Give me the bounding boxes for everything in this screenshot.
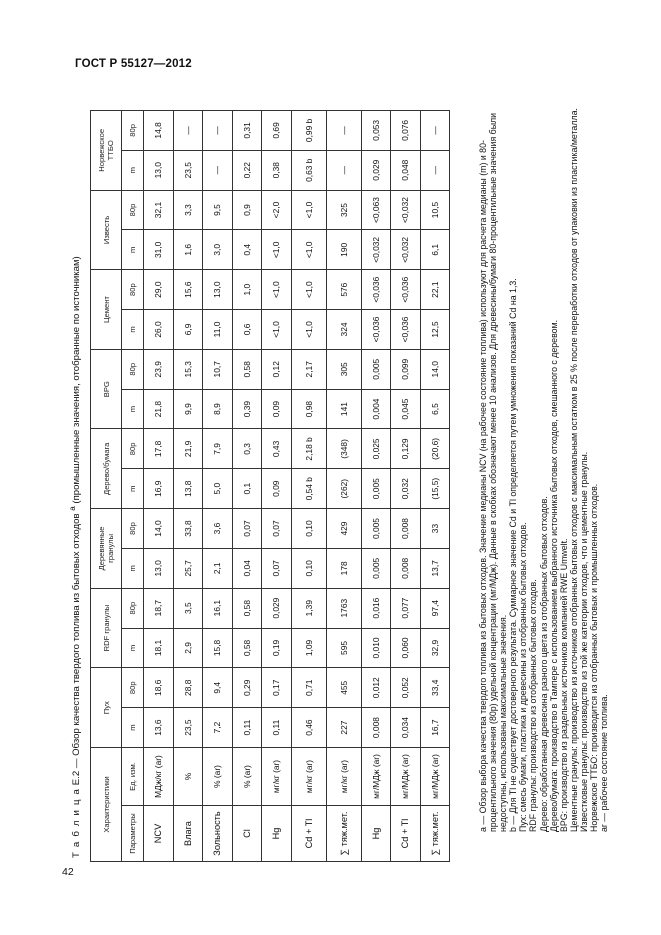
- table-cell: <2,0: [262, 190, 292, 230]
- table-cell: 1763: [326, 588, 361, 628]
- footnote: Цементные гранулы: производство из источников отобранных бытовых отходов с максимальным остатком в 25 % после переработки отходов от упаковки из пластика/металла.: [568, 108, 579, 832]
- table-cell: —: [173, 111, 203, 151]
- table-cell: 13,8: [173, 469, 203, 509]
- table-cell: 0,54 b: [291, 469, 326, 509]
- table-cell: 0,077: [391, 588, 421, 628]
- footnote: ar — рабочее состояние топлива.: [599, 694, 610, 832]
- table-cell: 0,12: [262, 349, 292, 389]
- table-cell: 0,99 b: [291, 111, 326, 151]
- table-cell: 32,9: [420, 628, 450, 668]
- row-unit: % (ar): [203, 748, 233, 806]
- row-parameter: Hg: [262, 806, 292, 862]
- table-cell: 0,010: [361, 628, 391, 668]
- table-cell: 0,07: [262, 548, 292, 588]
- table-cell: 0,58: [232, 349, 262, 389]
- table-cell: —: [203, 150, 233, 190]
- table-cell: <1,0: [262, 310, 292, 350]
- table-cell: 0,008: [391, 548, 421, 588]
- table-cell: 227: [326, 708, 361, 748]
- table-cell: 21,8: [144, 389, 174, 429]
- table-row: [203, 111, 233, 862]
- table-cell: 18,1: [144, 628, 174, 668]
- table-cell: 0,04: [232, 548, 262, 588]
- table-footnotes: [478, 104, 609, 856]
- header-80p: 80p: [122, 588, 144, 628]
- table-cell: 0,032: [391, 469, 421, 509]
- table-cell: 31,0: [144, 230, 174, 270]
- table-cell: 595: [326, 628, 361, 668]
- row-parameter: Hg: [361, 806, 391, 862]
- table-cell: 13,0: [144, 548, 174, 588]
- table-cell: 1,6: [173, 230, 203, 270]
- table-cell: 13,0: [203, 270, 233, 310]
- header-params: Параметры: [122, 806, 144, 862]
- table-cell: 15,6: [173, 270, 203, 310]
- rotated-table-block: [60, 88, 610, 878]
- header-80p: 80p: [122, 668, 144, 708]
- table-cell: 18,7: [144, 588, 174, 628]
- table-cell: 0,07: [262, 509, 292, 549]
- table-cell: 0,17: [262, 668, 292, 708]
- table-cell: 0,004: [361, 389, 391, 429]
- header-norway: Норвежское ТТБО: [91, 111, 122, 191]
- table-cell: 3,0: [203, 230, 233, 270]
- table-cell: 1,09: [291, 628, 326, 668]
- table-cell: 0,9: [232, 190, 262, 230]
- table-cell: 0,016: [361, 588, 391, 628]
- table-cell: 178: [326, 548, 361, 588]
- table-cell: 2,18 b: [291, 429, 326, 469]
- table-cell: 6,9: [173, 310, 203, 350]
- table-cell: 0,07: [232, 509, 262, 549]
- table-cell: 455: [326, 668, 361, 708]
- table-cell: 3,6: [203, 509, 233, 549]
- table-cell: <0,036: [361, 270, 391, 310]
- table-cell: <1,0: [291, 310, 326, 350]
- footnote: BPG: производство из раздельных источников компанией RWE Umwelt.: [558, 538, 569, 832]
- table-cell: 0,1: [232, 469, 262, 509]
- table-cell: 0,008: [361, 708, 391, 748]
- table-cell: <1,0: [291, 230, 326, 270]
- table-cell: <0,036: [361, 310, 391, 350]
- table-cell: (348): [326, 429, 361, 469]
- table-row: [232, 111, 262, 862]
- row-parameter: Зольность: [203, 806, 233, 862]
- table-cell: 14,8: [144, 111, 174, 151]
- table-cell: 9,9: [173, 389, 203, 429]
- table-cell: 0,4: [232, 230, 262, 270]
- footnote: RDF гранулы: производство из отобранных бытовых отходов.: [528, 579, 539, 832]
- table-cell: 0,3: [232, 429, 262, 469]
- table-cell: 0,005: [361, 548, 391, 588]
- table-cell: —: [203, 111, 233, 151]
- table-cell: <0,036: [391, 310, 421, 350]
- table-cell: 2,9: [173, 628, 203, 668]
- row-parameter: Cd + Tl: [391, 806, 421, 862]
- header-median: m: [122, 389, 144, 429]
- table-cell: 21,9: [173, 429, 203, 469]
- table-cell: <0,032: [361, 230, 391, 270]
- row-unit: мг/кг (ar): [326, 748, 361, 806]
- table-cell: 33: [420, 509, 450, 549]
- header-pukh: Пух: [91, 668, 122, 748]
- table-cell: —: [326, 111, 361, 151]
- table-cell: <1,0: [291, 190, 326, 230]
- table-cell: 26,0: [144, 310, 174, 350]
- table-cell: 18,6: [144, 668, 174, 708]
- header-median: m: [122, 548, 144, 588]
- row-parameter: Cl: [232, 806, 262, 862]
- table-cell: 0,6: [232, 310, 262, 350]
- header-median: m: [122, 230, 144, 270]
- footnote: Пух: смесь бумаги, пластика и древесины из отобранных бытовых отходов.: [518, 522, 529, 832]
- row-parameter: Cd + Tl: [291, 806, 326, 862]
- table-cell: 0,71: [291, 668, 326, 708]
- document-header: ГОСТ Р 55127—2012: [75, 58, 192, 70]
- caption-number: Е.2: [71, 770, 83, 786]
- table-cell: 22,1: [420, 270, 450, 310]
- row-unit: мг/кг (ar): [262, 748, 292, 806]
- table-cell: 0,46: [291, 708, 326, 748]
- header-80p: 80p: [122, 111, 144, 151]
- table-row: [391, 111, 421, 862]
- table-cell: 0,10: [291, 548, 326, 588]
- table-cell: 16,9: [144, 469, 174, 509]
- table-cell: <0,032: [391, 230, 421, 270]
- table-cell: 16,1: [203, 588, 233, 628]
- table-cell: 0,22: [232, 150, 262, 190]
- row-unit: % (ar): [232, 748, 262, 806]
- table-cell: 14,0: [420, 349, 450, 389]
- table-body: [144, 111, 450, 862]
- header-lime: Известь: [91, 190, 122, 270]
- table-cell: 13,6: [144, 708, 174, 748]
- table-cell: 0,43: [262, 429, 292, 469]
- table-cell: 0,69: [262, 111, 292, 151]
- table-cell: 0,060: [391, 628, 421, 668]
- table-row: [173, 111, 203, 862]
- table-cell: 0,005: [361, 509, 391, 549]
- table-row: [420, 111, 450, 862]
- table-cell: 23,5: [173, 150, 203, 190]
- table-cell: <0,032: [391, 190, 421, 230]
- table-cell: 0,012: [361, 668, 391, 708]
- header-80p: 80p: [122, 509, 144, 549]
- table-cell: 9,5: [203, 190, 233, 230]
- header-median: m: [122, 628, 144, 668]
- header-80p: 80p: [122, 270, 144, 310]
- table-cell: 0,129: [391, 429, 421, 469]
- table-cell: 305: [326, 349, 361, 389]
- table-cell: 7,2: [203, 708, 233, 748]
- header-cement: Цемент: [91, 270, 122, 350]
- footnote: Норвежское ТТБО: производится из отобранных бытовых и промышленных отходов.: [589, 483, 600, 832]
- table-cell: 8,9: [203, 389, 233, 429]
- table-cell: —: [420, 150, 450, 190]
- table-cell: 2,1: [203, 548, 233, 588]
- table-cell: 0,31: [232, 111, 262, 151]
- table-cell: 12,5: [420, 310, 450, 350]
- table-cell: —: [326, 150, 361, 190]
- table-cell: 0,029: [361, 150, 391, 190]
- table-cell: 1,0: [232, 270, 262, 310]
- row-parameter: ∑ тяж.мет.: [326, 806, 361, 862]
- footnote: Дерево: обработанная древесина разного цвета из отобранных бытовых отходов.: [538, 496, 549, 832]
- table-cell: 13,0: [144, 150, 174, 190]
- table-cell: 23,9: [144, 349, 174, 389]
- caption-text: Обзор качества твердого топлива из бытовых отходов: [71, 513, 83, 756]
- table-cell: 5,0: [203, 469, 233, 509]
- header-80p: 80p: [122, 190, 144, 230]
- table-cell: 0,09: [262, 469, 292, 509]
- row-unit: мг/МДж (ar): [420, 748, 450, 806]
- table-cell: <1,0: [262, 230, 292, 270]
- table-cell: 15,3: [173, 349, 203, 389]
- table-cell: 97,4: [420, 588, 450, 628]
- table-row: [361, 111, 391, 862]
- table-cell: 28,8: [173, 668, 203, 708]
- caption-suffix: (промышленные значения, отобранные по источникам): [71, 256, 83, 507]
- table-cell: 3,5: [173, 588, 203, 628]
- row-parameter: NCV: [144, 806, 174, 862]
- row-parameter: Влага: [173, 806, 203, 862]
- table-cell: 190: [326, 230, 361, 270]
- table-cell: 0,034: [391, 708, 421, 748]
- table-row: [144, 111, 174, 862]
- table-cell: 32,1: [144, 190, 174, 230]
- table-cell: 0,63 b: [291, 150, 326, 190]
- table-row: [262, 111, 292, 862]
- row-unit: мг/кг (ar): [291, 748, 326, 806]
- table-cell: 0,008: [391, 509, 421, 549]
- table-cell: 0,005: [361, 349, 391, 389]
- table-cell: 15,8: [203, 628, 233, 668]
- table-cell: 23,5: [173, 708, 203, 748]
- table-row: [326, 111, 361, 862]
- table-cell: —: [420, 111, 450, 151]
- footnote: b — Для Tl не существует достоверного результата. Суммарное значение Cd и Tl определяется путем умножения показаний Cd на 1,3.: [508, 278, 519, 832]
- table-cell: 0,58: [232, 588, 262, 628]
- table-cell: 11,0: [203, 310, 233, 350]
- table-cell: <0,036: [391, 270, 421, 310]
- header-bpg: BPG: [91, 349, 122, 429]
- footnote: Известковые гранулы: производство из той же категории отходов, что и цементные гранулы.: [578, 451, 589, 832]
- header-wood-paper: Дерево/бумага: [91, 429, 122, 509]
- table-cell: 13,7: [420, 548, 450, 588]
- table-cell: 0,11: [232, 708, 262, 748]
- table-cell: 6,1: [420, 230, 450, 270]
- table-cell: 3,3: [173, 190, 203, 230]
- row-parameter: ∑ тяж.мет.: [420, 806, 450, 862]
- table-cell: 0,048: [391, 150, 421, 190]
- table-group-header-row: [91, 111, 122, 862]
- table-cell: 0,025: [361, 429, 391, 469]
- table-cell: (20,6): [420, 429, 450, 469]
- header-wood-granules: Деревянные гранулы: [91, 509, 122, 589]
- caption-label: Т а б л и ц а: [71, 787, 83, 858]
- footnote: a — Обзор выбора качества твердого топлива из бытовых отходов. Значение медианы NCV (на рабочее состояние топлива) используют для расчета медианы (m) и 80-процентильного значения (80p) удельной концентрации (мг/МДж). Данные в скобках обозначают менее 10 анализов. Для древесины/бумаги 80-процентильные значения были недоступны, использованы максимальные значения.: [478, 112, 509, 832]
- table-cell: 7,9: [203, 429, 233, 469]
- table-cell: 1,39: [291, 588, 326, 628]
- table-cell: 10,5: [420, 190, 450, 230]
- table-cell: 0,38: [262, 150, 292, 190]
- table-cell: 0,09: [262, 389, 292, 429]
- header-median: m: [122, 469, 144, 509]
- footnote: Дерево/бумага: производство в Тампере с использованием выбранного источника бытовых отходов, смешанного с деревом.: [548, 319, 559, 832]
- header-unit: Ед. изм.: [122, 748, 144, 806]
- table-cell: 0,98: [291, 389, 326, 429]
- header-characteristics: Характеристики: [91, 748, 122, 862]
- table-cell: <1,0: [291, 270, 326, 310]
- fuel-quality-table: [90, 110, 450, 862]
- table-cell: (262): [326, 469, 361, 509]
- table-cell: (15,5): [420, 469, 450, 509]
- table-cell: <0,063: [361, 190, 391, 230]
- table-cell: 576: [326, 270, 361, 310]
- table-cell: <1,0: [262, 270, 292, 310]
- table-cell: 2,17: [291, 349, 326, 389]
- caption-dash: —: [71, 755, 83, 771]
- table-cell: 141: [326, 389, 361, 429]
- table-cell: 0,29: [232, 668, 262, 708]
- table-cell: 0,11: [262, 708, 292, 748]
- row-unit: %: [173, 748, 203, 806]
- table-cell: 0,39: [232, 389, 262, 429]
- table-cell: 325: [326, 190, 361, 230]
- table-cell: 25,7: [173, 548, 203, 588]
- caption-footnote-mark: a: [68, 506, 77, 511]
- table-row: [291, 111, 326, 862]
- table-cell: 16,7: [420, 708, 450, 748]
- header-median: m: [122, 310, 144, 350]
- table-cell: 33,8: [173, 509, 203, 549]
- table-cell: 6,5: [420, 389, 450, 429]
- table-cell: 10,7: [203, 349, 233, 389]
- table-cell: 33,4: [420, 668, 450, 708]
- table-cell: 0,58: [232, 628, 262, 668]
- page-number: 42: [62, 866, 74, 878]
- table-cell: 29,0: [144, 270, 174, 310]
- header-median: m: [122, 150, 144, 190]
- table-cell: 0,029: [262, 588, 292, 628]
- table-cell: 0,076: [391, 111, 421, 151]
- table-cell: 0,045: [391, 389, 421, 429]
- table-cell: 9,4: [203, 668, 233, 708]
- table-cell: 324: [326, 310, 361, 350]
- table-cell: 0,099: [391, 349, 421, 389]
- table-caption: [68, 256, 82, 858]
- header-median: m: [122, 708, 144, 748]
- row-unit: мг/МДж (ar): [391, 748, 421, 806]
- header-rdf: RDF гранулы: [91, 588, 122, 668]
- header-80p: 80p: [122, 349, 144, 389]
- table-cell: 0,052: [391, 668, 421, 708]
- table-cell: 0,053: [361, 111, 391, 151]
- table-cell: 429: [326, 509, 361, 549]
- header-80p: 80p: [122, 429, 144, 469]
- table-cell: 0,005: [361, 469, 391, 509]
- table-cell: 0,10: [291, 509, 326, 549]
- table-cell: 17,8: [144, 429, 174, 469]
- row-unit: МДж/кг (ar): [144, 748, 174, 806]
- table-cell: 0,19: [262, 628, 292, 668]
- table-cell: 14,0: [144, 509, 174, 549]
- table-sub-header-row: [122, 111, 144, 862]
- row-unit: мг/МДж (ar): [361, 748, 391, 806]
